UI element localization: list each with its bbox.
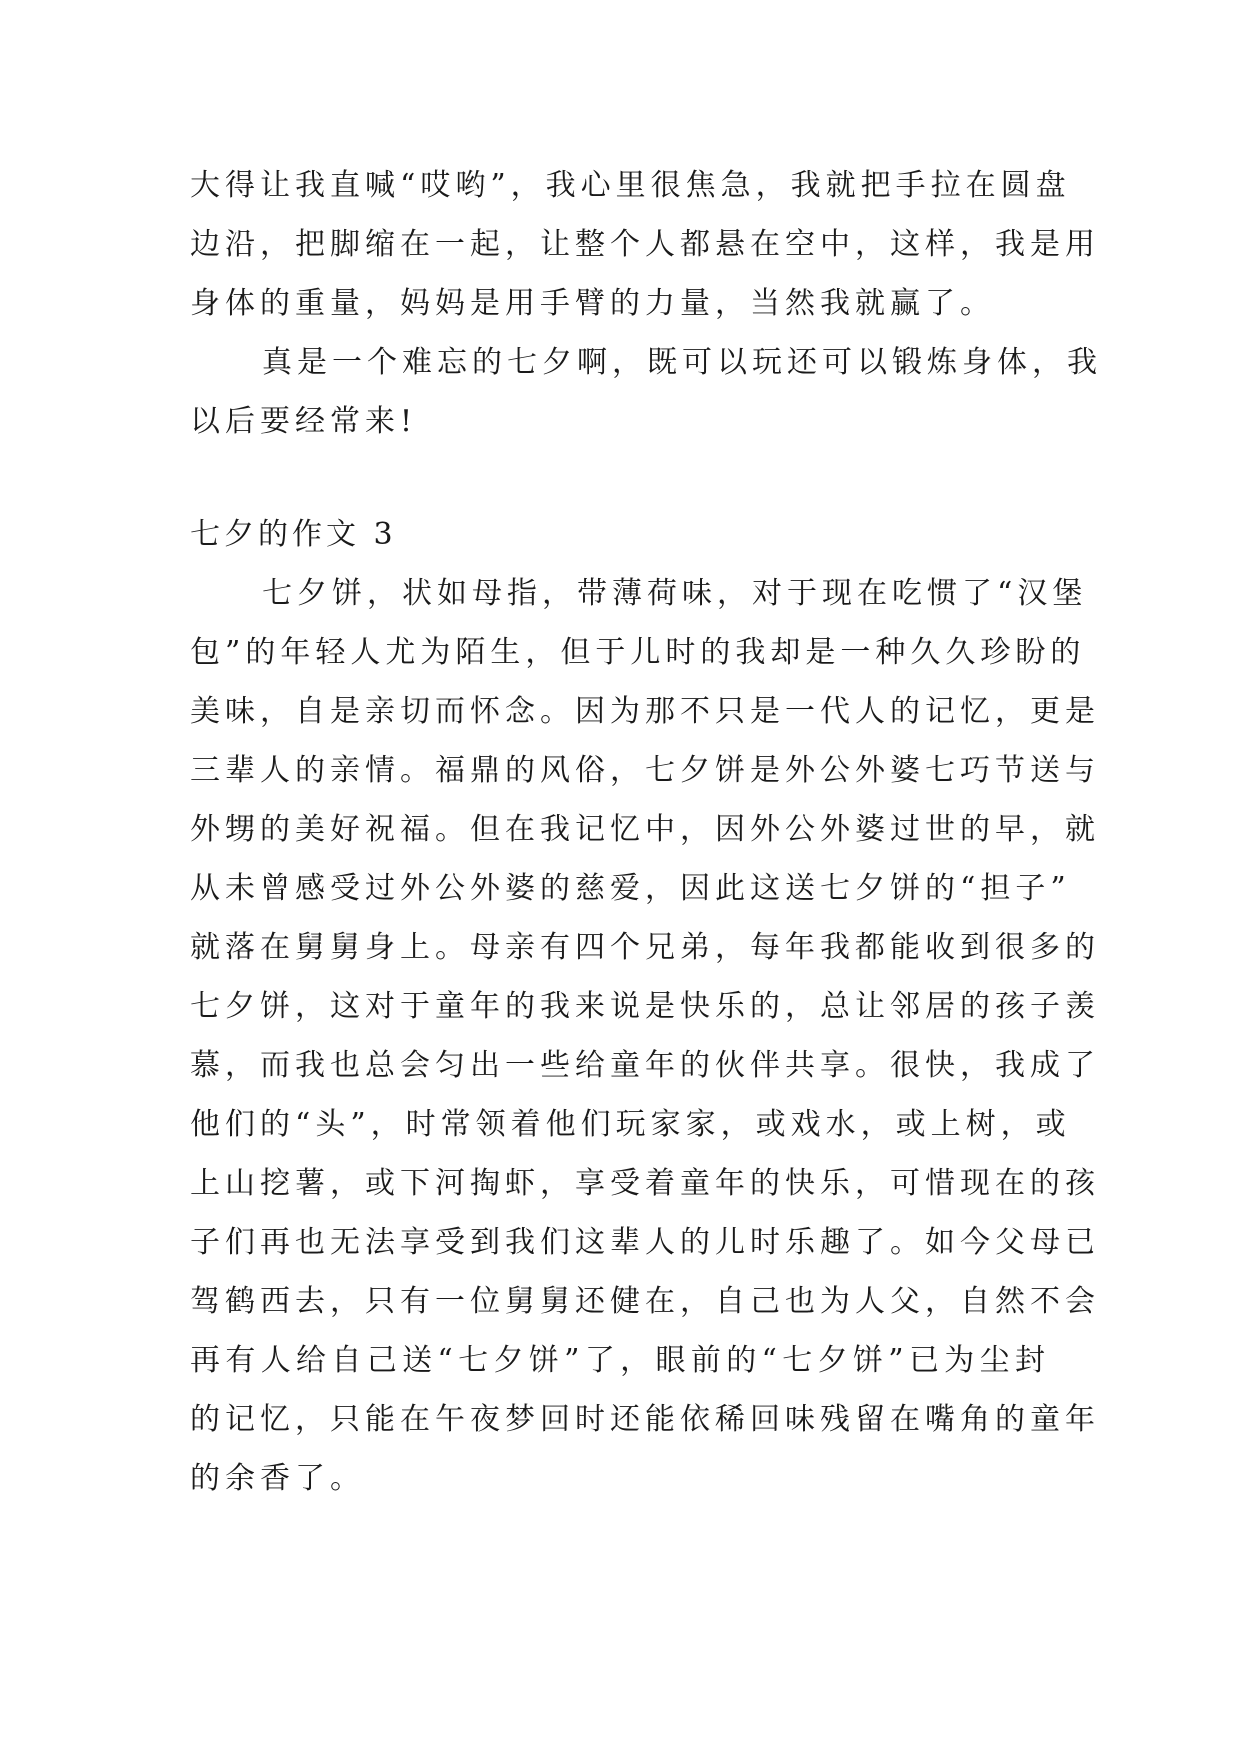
- body-line: 七夕饼，这对于童年的我来说是快乐的，总让邻居的孩子羡: [190, 989, 1100, 1024]
- body-line: 包”的年轻人尤为陌生，但于儿时的我却是一种久久珍盼的: [190, 635, 1086, 670]
- paragraph-line: 真是一个难忘的七夕啊，既可以玩还可以锻炼身体，我: [262, 345, 1102, 380]
- body-line: 再有人给自己送“七夕饼”了，眼前的“七夕饼”已为尘封: [190, 1343, 1050, 1378]
- body-line: 三辈人的亲情。福鼎的风俗，七夕饼是外公外婆七巧节送与: [190, 753, 1100, 788]
- body-line: 子们再也无法享受到我们这辈人的儿时乐趣了。如今父母已: [190, 1225, 1100, 1260]
- body-line: 的余香了。: [190, 1461, 365, 1496]
- essay-body: [190, 564, 1100, 1508]
- body-line: 美味，自是亲切而怀念。因为那不只是一代人的记忆，更是: [190, 694, 1100, 729]
- body-line: 驾鹤西去，只有一位舅舅还健在，自己也为人父，自然不会: [190, 1284, 1100, 1319]
- body-line: 慕，而我也总会匀出一些给童年的伙伴共享。很快，我成了: [190, 1048, 1100, 1083]
- body-line: 上山挖薯，或下河掏虾，享受着童年的快乐，可惜现在的孩: [190, 1166, 1100, 1201]
- paragraph-line: 以后要经常来!: [190, 404, 418, 439]
- top-text-block: [190, 156, 1102, 451]
- body-line: 他们的“头”，时常领着他们玩家家，或戏水，或上树，或: [190, 1107, 1071, 1142]
- section-heading: 七夕的作文 3: [190, 517, 397, 552]
- paragraph-line: 身体的重量，妈妈是用手臂的力量，当然我就赢了。: [190, 286, 995, 321]
- body-line: 的记忆，只能在午夜梦回时还能依稀回味残留在嘴角的童年: [190, 1402, 1100, 1437]
- body-line: 七夕饼，状如母指，带薄荷味，对于现在吃惯了“汉堡: [262, 576, 1088, 611]
- paragraph-line: 大得让我直喊“哎哟”，我心里很焦急，我就把手拉在圆盘: [190, 168, 1071, 203]
- body-line: 从未曾感受过外公外婆的慈爱，因此这送七夕饼的“担子”: [190, 871, 1071, 906]
- body-line: 就落在舅舅身上。母亲有四个兄弟，每年我都能收到很多的: [190, 930, 1100, 965]
- paragraph-line: 边沿，把脚缩在一起，让整个人都悬在空中，这样，我是用: [190, 227, 1100, 262]
- body-line: 外甥的美好祝福。但在我记忆中，因外公外婆过世的早，就: [190, 812, 1100, 847]
